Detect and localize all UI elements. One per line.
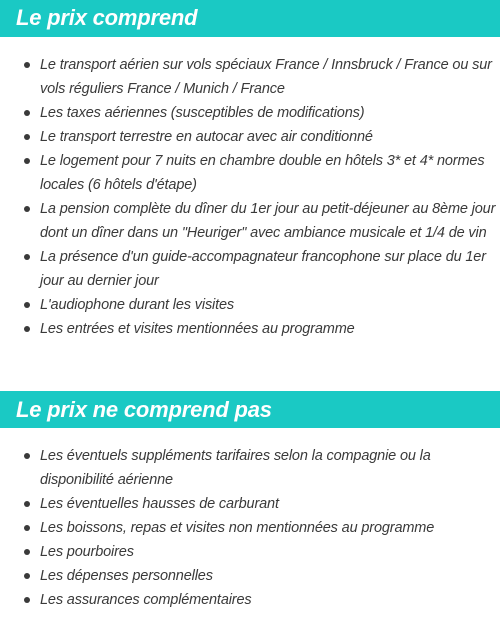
bullet-icon xyxy=(24,158,30,164)
bullet-icon xyxy=(24,453,30,459)
list-item-text: Les taxes aériennes (susceptibles de modifications) xyxy=(40,105,365,121)
list-item xyxy=(0,317,500,341)
list-item xyxy=(0,125,500,149)
list-item-text: Le transport terrestre en autocar avec air conditionné xyxy=(40,129,373,145)
bullet-icon xyxy=(24,206,30,212)
bullet-icon xyxy=(24,501,30,507)
list-item xyxy=(0,540,500,564)
included-items-list xyxy=(0,53,500,341)
list-item xyxy=(0,53,500,101)
excluded-items-list xyxy=(0,444,500,612)
list-item-text: L'audiophone durant les visites xyxy=(40,297,235,313)
excluded-section-title: Le prix ne comprend pas xyxy=(16,397,272,422)
list-item xyxy=(0,564,500,588)
list-item xyxy=(0,444,500,492)
list-item xyxy=(0,588,500,612)
list-item xyxy=(0,245,500,293)
list-item-text: La pension complète du dîner du 1er jour au petit-déjeuner au 8ème jour dont un dîner dans un "Heuriger" avec ambiance musicale et 1/4 de vin xyxy=(40,201,496,241)
bullet-icon xyxy=(24,525,30,531)
list-item xyxy=(0,149,500,197)
bullet-icon xyxy=(24,326,30,332)
list-item-text: La présence d'un guide-accompagnateur francophone sur place du 1er jour au dernier jour xyxy=(40,249,486,289)
bullet-icon xyxy=(24,302,30,308)
list-item xyxy=(0,197,500,245)
list-item xyxy=(0,492,500,516)
list-item-text: Les dépenses personnelles xyxy=(40,568,213,584)
list-item-text: Les entrées et visites mentionnées au programme xyxy=(40,321,355,337)
bullet-icon xyxy=(24,254,30,260)
excluded-section-header xyxy=(0,391,500,428)
list-item-text: Les boissons, repas et visites non mentionnées au programme xyxy=(40,520,435,536)
bullet-icon xyxy=(24,110,30,116)
bullet-icon xyxy=(24,597,30,603)
list-item-text: Le logement pour 7 nuits en chambre double en hôtels 3* et 4* normes locales (6 hôtels d'étape) xyxy=(40,153,485,193)
list-item-text: Les assurances complémentaires xyxy=(40,592,252,608)
bullet-icon xyxy=(24,134,30,140)
included-section-title: Le prix comprend xyxy=(16,5,198,30)
list-item-text: Les pourboires xyxy=(40,544,134,560)
list-item-text: Le transport aérien sur vols spéciaux France / Innsbruck / France ou sur vols réguliers France / Munich / France xyxy=(40,57,492,97)
bullet-icon xyxy=(24,549,30,555)
included-section-header xyxy=(0,0,500,37)
list-item-text: Les éventuelles hausses de carburant xyxy=(40,496,279,512)
list-item xyxy=(0,293,500,317)
list-item-text: Les éventuels suppléments tarifaires selon la compagnie ou la disponibilité aérienne xyxy=(40,448,431,488)
list-item xyxy=(0,516,500,540)
bullet-icon xyxy=(24,62,30,68)
list-item xyxy=(0,101,500,125)
bullet-icon xyxy=(24,573,30,579)
